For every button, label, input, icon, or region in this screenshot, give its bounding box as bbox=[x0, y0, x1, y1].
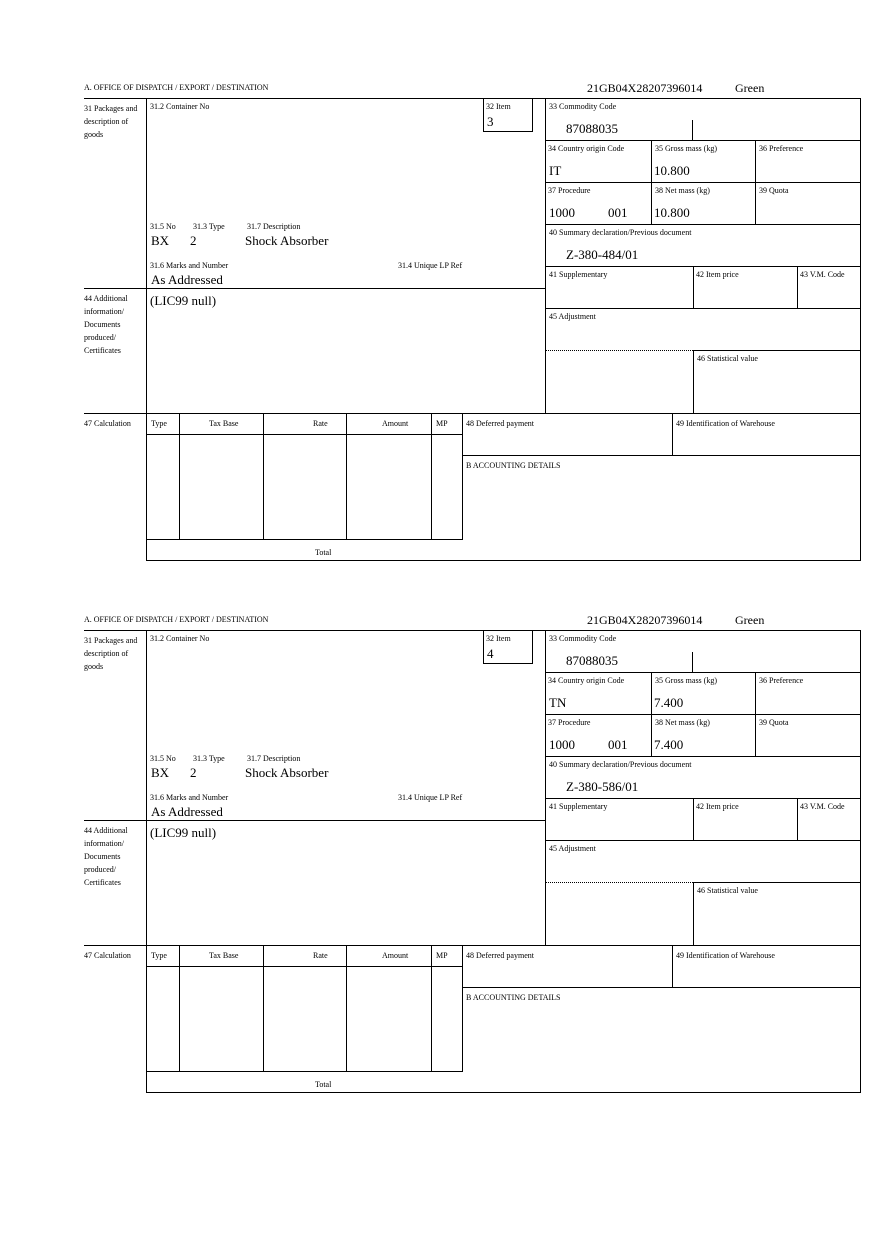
quota-label: 39 Quota bbox=[759, 186, 789, 195]
line bbox=[483, 663, 533, 664]
description-label: 31.7 Description bbox=[247, 222, 301, 231]
line bbox=[545, 630, 546, 945]
procedure-code-value: 1000 bbox=[549, 205, 575, 220]
procedure-label: 37 Procedure bbox=[548, 186, 591, 195]
procedure-code-value: 1000 bbox=[549, 737, 575, 752]
line bbox=[431, 413, 432, 539]
line bbox=[146, 1092, 861, 1093]
additional-info-label: 44 Additional information/ Documents produced/ Certificates bbox=[84, 294, 128, 355]
quota-label: 39 Quota bbox=[759, 718, 789, 727]
col-type-header: Type bbox=[151, 419, 167, 428]
summary-label: 40 Summary declaration/Previous document bbox=[549, 760, 692, 769]
no-label: 31.5 No bbox=[150, 222, 176, 231]
calculation-label: 47 Calculation bbox=[84, 419, 131, 428]
country-value: IT bbox=[549, 163, 562, 178]
additional-info-label: 44 Additional information/ Documents produced/ Certificates bbox=[84, 826, 128, 887]
item-value: 3 bbox=[487, 114, 494, 129]
col-rate-header: Rate bbox=[313, 419, 328, 428]
col-taxbase-header: Tax Base bbox=[209, 419, 239, 428]
description-label: 31.7 Description bbox=[247, 754, 301, 763]
col-rate-header: Rate bbox=[313, 951, 328, 960]
line bbox=[84, 413, 861, 414]
line bbox=[692, 652, 693, 672]
line bbox=[179, 413, 180, 539]
line bbox=[532, 630, 533, 664]
line bbox=[545, 798, 861, 799]
commodity-value: 87088035 bbox=[566, 653, 618, 668]
supplementary-label: 41 Supplementary bbox=[549, 270, 608, 279]
packages-label: 31 Packages and description of goods bbox=[84, 104, 138, 139]
line bbox=[545, 714, 861, 715]
preference-label: 36 Preference bbox=[759, 676, 804, 685]
statistical-value-label: 46 Statistical value bbox=[697, 354, 758, 363]
unique-lp-label: 31.4 Unique LP Ref bbox=[398, 793, 463, 802]
office-header: A. OFFICE OF DISPATCH / EXPORT / DESTINATION bbox=[84, 83, 269, 92]
line bbox=[797, 266, 798, 308]
gross-mass-label: 35 Gross mass (kg) bbox=[655, 144, 717, 153]
pkg-description-value: Shock Absorber bbox=[245, 233, 329, 248]
item-price-label: 42 Item price bbox=[696, 270, 739, 279]
dotted-line bbox=[545, 882, 693, 883]
commodity-value: 87088035 bbox=[566, 121, 618, 136]
statistical-value-label: 46 Statistical value bbox=[697, 886, 758, 895]
adjustment-label: 45 Adjustment bbox=[549, 312, 596, 321]
marks-value: As Addressed bbox=[151, 804, 223, 819]
line bbox=[692, 120, 693, 140]
preference-label: 36 Preference bbox=[759, 144, 804, 153]
vm-code-label: 43 V.M. Code bbox=[800, 802, 845, 811]
accounting-label: B ACCOUNTING DETAILS bbox=[466, 993, 561, 1002]
total-label: Total bbox=[315, 548, 332, 557]
declaration-form-2 bbox=[0, 612, 882, 1112]
reference-number: 21GB04X28207396014 bbox=[587, 81, 703, 95]
pkg-type-value: 2 bbox=[190, 233, 197, 248]
line bbox=[462, 455, 861, 456]
line bbox=[346, 413, 347, 539]
vm-code-label: 43 V.M. Code bbox=[800, 270, 845, 279]
line bbox=[545, 140, 861, 141]
country-value: TN bbox=[549, 695, 567, 710]
pkg-no-value: BX bbox=[151, 233, 170, 248]
col-mp-header: MP bbox=[436, 951, 448, 960]
line bbox=[693, 350, 861, 351]
line bbox=[84, 945, 861, 946]
line bbox=[483, 98, 484, 132]
line bbox=[84, 288, 546, 289]
declaration-form-1 bbox=[0, 80, 882, 580]
status-text: Green bbox=[735, 613, 765, 627]
line bbox=[146, 560, 861, 561]
line bbox=[672, 413, 673, 455]
line bbox=[263, 413, 264, 539]
line bbox=[483, 131, 533, 132]
line bbox=[545, 672, 861, 673]
line bbox=[179, 945, 180, 1071]
pkg-description-value: Shock Absorber bbox=[245, 765, 329, 780]
type-label: 31.3 Type bbox=[193, 222, 225, 231]
summary-label: 40 Summary declaration/Previous document bbox=[549, 228, 692, 237]
line bbox=[797, 798, 798, 840]
reference-number: 21GB04X28207396014 bbox=[587, 613, 703, 627]
line bbox=[693, 882, 694, 945]
commodity-label: 33 Commodity Code bbox=[549, 634, 617, 643]
accounting-label: B ACCOUNTING DETAILS bbox=[466, 461, 561, 470]
col-type-header: Type bbox=[151, 951, 167, 960]
office-header: A. OFFICE OF DISPATCH / EXPORT / DESTINATION bbox=[84, 615, 269, 624]
line bbox=[545, 182, 861, 183]
line bbox=[84, 98, 861, 99]
net-mass-label: 38 Net mass (kg) bbox=[655, 718, 710, 727]
status-text: Green bbox=[735, 81, 765, 95]
procedure-suffix-value: 001 bbox=[608, 205, 628, 220]
summary-value: Z-380-586/01 bbox=[566, 779, 639, 794]
dotted-line bbox=[545, 350, 693, 351]
marks-label: 31.6 Marks and Number bbox=[150, 793, 229, 802]
line bbox=[545, 840, 861, 841]
line bbox=[146, 966, 462, 967]
deferred-payment-label: 48 Deferred payment bbox=[466, 951, 534, 960]
col-mp-header: MP bbox=[436, 419, 448, 428]
commodity-label: 33 Commodity Code bbox=[549, 102, 617, 111]
type-label: 31.3 Type bbox=[193, 754, 225, 763]
line bbox=[693, 350, 694, 413]
supplementary-label: 41 Supplementary bbox=[549, 802, 608, 811]
line bbox=[672, 945, 673, 987]
container-label: 31.2 Container No bbox=[150, 634, 210, 643]
line bbox=[693, 798, 694, 840]
line bbox=[146, 1071, 463, 1072]
line bbox=[545, 98, 546, 413]
line bbox=[346, 945, 347, 1071]
packages-label: 31 Packages and description of goods bbox=[84, 636, 138, 671]
line bbox=[146, 434, 462, 435]
gross-mass-label: 35 Gross mass (kg) bbox=[655, 676, 717, 685]
line bbox=[693, 882, 861, 883]
deferred-payment-label: 48 Deferred payment bbox=[466, 419, 534, 428]
item-value: 4 bbox=[487, 646, 494, 661]
line bbox=[263, 945, 264, 1071]
marks-label: 31.6 Marks and Number bbox=[150, 261, 229, 270]
line bbox=[532, 98, 533, 132]
unique-lp-label: 31.4 Unique LP Ref bbox=[398, 261, 463, 270]
pkg-type-value: 2 bbox=[190, 765, 197, 780]
line bbox=[462, 413, 463, 539]
col-amount-header: Amount bbox=[382, 951, 409, 960]
net-mass-value: 7.400 bbox=[654, 737, 684, 752]
country-label: 34 Country origin Code bbox=[548, 144, 625, 153]
line bbox=[860, 98, 861, 561]
adjustment-label: 45 Adjustment bbox=[549, 844, 596, 853]
gross-mass-value: 7.400 bbox=[654, 695, 684, 710]
net-mass-label: 38 Net mass (kg) bbox=[655, 186, 710, 195]
line bbox=[462, 987, 861, 988]
line bbox=[146, 539, 463, 540]
pkg-no-value: BX bbox=[151, 765, 170, 780]
gross-mass-value: 10.800 bbox=[654, 163, 690, 178]
line bbox=[431, 945, 432, 1071]
calculation-label: 47 Calculation bbox=[84, 951, 131, 960]
line bbox=[84, 630, 861, 631]
country-label: 34 Country origin Code bbox=[548, 676, 625, 685]
line bbox=[462, 945, 463, 1071]
marks-value: As Addressed bbox=[151, 272, 223, 287]
procedure-label: 37 Procedure bbox=[548, 718, 591, 727]
line bbox=[146, 98, 147, 561]
col-taxbase-header: Tax Base bbox=[209, 951, 239, 960]
summary-value: Z-380-484/01 bbox=[566, 247, 639, 262]
line bbox=[146, 630, 147, 1093]
item-label: 32 Item bbox=[486, 102, 511, 111]
line bbox=[545, 308, 861, 309]
total-label: Total bbox=[315, 1080, 332, 1089]
procedure-suffix-value: 001 bbox=[608, 737, 628, 752]
container-label: 31.2 Container No bbox=[150, 102, 210, 111]
net-mass-value: 10.800 bbox=[654, 205, 690, 220]
col-amount-header: Amount bbox=[382, 419, 409, 428]
item-price-label: 42 Item price bbox=[696, 802, 739, 811]
additional-info-value: (LIC99 null) bbox=[150, 293, 217, 308]
line bbox=[545, 224, 861, 225]
warehouse-label: 49 Identification of Warehouse bbox=[676, 419, 775, 428]
line bbox=[483, 630, 484, 664]
line bbox=[545, 756, 861, 757]
warehouse-label: 49 Identification of Warehouse bbox=[676, 951, 775, 960]
no-label: 31.5 No bbox=[150, 754, 176, 763]
additional-info-value: (LIC99 null) bbox=[150, 825, 217, 840]
item-label: 32 Item bbox=[486, 634, 511, 643]
line bbox=[545, 266, 861, 267]
line bbox=[860, 630, 861, 1093]
line bbox=[693, 266, 694, 308]
line bbox=[84, 820, 546, 821]
